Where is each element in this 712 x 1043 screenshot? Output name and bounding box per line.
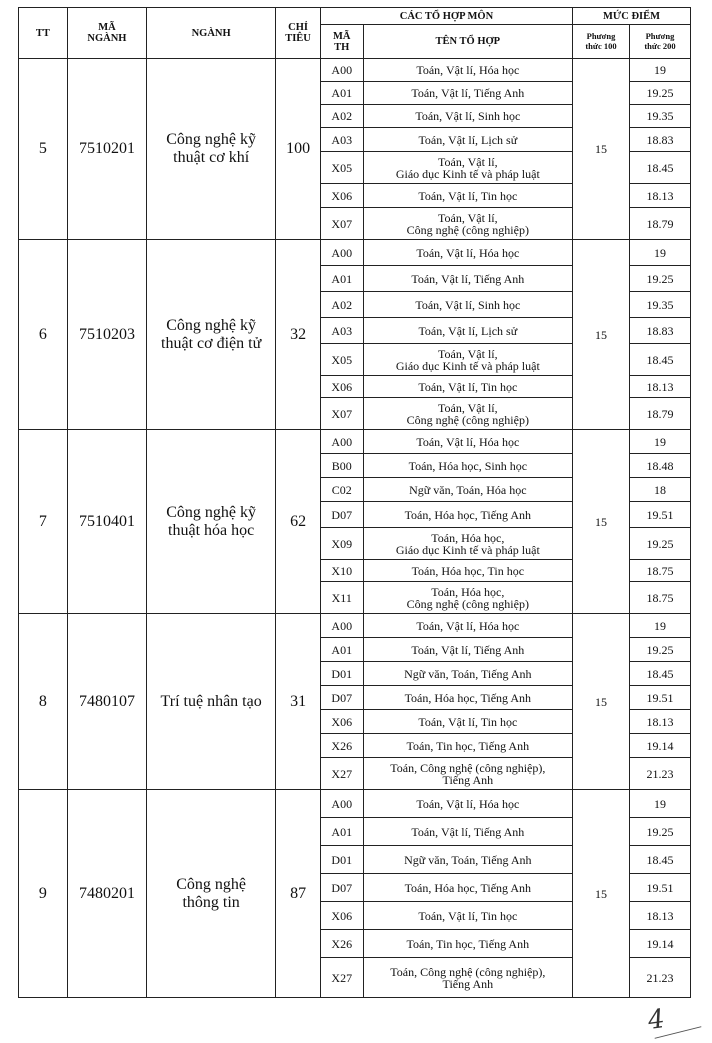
row-ten-to-hop (363, 344, 572, 376)
row-nganh (147, 59, 276, 240)
header-ma-th-line2: TH (334, 41, 350, 53)
row-ten-to-hop (363, 790, 572, 818)
row-pt200-score: 19 (629, 790, 690, 818)
row-ten-to-hop (363, 152, 572, 184)
row-ma-to-hop: C02 (320, 478, 363, 502)
header-pt100-line1: Phương (586, 31, 616, 41)
row-ma-to-hop: X06 (320, 376, 363, 398)
header-ma-th-line1: MÃ (333, 30, 351, 42)
row-ten-to-hop (363, 874, 572, 902)
table-row (19, 430, 691, 454)
ten-to-hop-line2: Giáo dục Kinh tế và pháp luật (395, 542, 540, 557)
row-pt200-score: 18 (629, 478, 690, 502)
row-ma-to-hop: X06 (320, 710, 363, 734)
row-pt200-score: 18.13 (629, 902, 690, 930)
nganh-line2: thuật cơ khí (173, 149, 250, 166)
ten-to-hop-line1: Toán, Vật lí, Hóa học (416, 618, 520, 633)
row-pt200-score: 18.79 (629, 208, 690, 240)
header-pt100-line2: thức 100 (585, 40, 617, 51)
row-pt200-score: 19.25 (629, 528, 690, 560)
row-pt100-score: 15 (573, 790, 630, 998)
row-ten-to-hop (363, 958, 572, 998)
row-ten-to-hop (363, 710, 572, 734)
row-ma-to-hop: X06 (320, 184, 363, 208)
ten-to-hop-line1: Toán, Vật lí, Sinh học (415, 109, 521, 123)
row-ma-to-hop: X07 (320, 208, 363, 240)
nganh-line1: Công nghệ kỹ (166, 503, 257, 521)
admission-scores-table (18, 7, 691, 998)
row-ten-to-hop (363, 686, 572, 710)
row-pt200-score: 19 (629, 430, 690, 454)
row-pt200-score: 19.14 (629, 734, 690, 758)
ten-to-hop-line1: Toán, Vật lí, (438, 210, 498, 225)
row-tt: 5 (19, 59, 68, 240)
ten-to-hop-line1: Toán, Vật lí, (438, 346, 498, 361)
row-ma-to-hop: A00 (320, 59, 363, 82)
row-tt: 9 (19, 790, 68, 998)
row-chi-tieu: 31 (276, 614, 321, 790)
header-ma-nganh-line2: NGÀNH (87, 33, 127, 44)
ten-to-hop-line1: Toán, Vật lí, Lịch sử (418, 323, 518, 338)
row-nganh (147, 240, 276, 430)
header-pt200-line2: thức 200 (644, 40, 676, 51)
ten-to-hop-line1: Ngữ văn, Toán, Tiếng Anh (404, 666, 532, 681)
row-ma-to-hop: X05 (320, 152, 363, 184)
ten-to-hop-line2: Tiếng Anh (442, 976, 494, 991)
row-ma-to-hop: X26 (320, 930, 363, 958)
ten-to-hop-line2: Giáo dục Kinh tế và pháp luật (395, 358, 540, 373)
ten-to-hop-line2: Công nghệ (công nghiệp) (406, 222, 529, 237)
ten-to-hop-line1: Toán, Hóa học, Tiếng Anh (404, 507, 532, 522)
ten-to-hop-line1: Toán, Vật lí, Sinh học (415, 297, 521, 312)
header-to-hop: CÁC TỔ HỢP MÔN (320, 8, 572, 25)
row-pt200-score: 18.13 (629, 376, 690, 398)
row-ten-to-hop (363, 930, 572, 958)
row-ma-to-hop: X27 (320, 958, 363, 998)
ten-to-hop-line1: Toán, Vật lí, Tin học (418, 188, 518, 203)
row-ten-to-hop (363, 398, 572, 430)
row-pt100-score: 15 (573, 614, 630, 790)
row-pt200-score: 21.23 (629, 758, 690, 790)
ten-to-hop-line1: Toán, Công nghệ (công nghiệp), (390, 760, 546, 775)
row-pt200-score: 21.23 (629, 958, 690, 998)
row-ma-to-hop: A00 (320, 240, 363, 266)
row-ten-to-hop (363, 528, 572, 560)
header-ma-th (320, 25, 363, 59)
row-ten-to-hop (363, 128, 572, 152)
row-ten-to-hop (363, 292, 572, 318)
ten-to-hop-line1: Toán, Vật lí, (438, 400, 498, 415)
page-number-handwritten: 4 (645, 1003, 667, 1037)
row-ten-to-hop (363, 454, 572, 478)
nganh-line1: Công nghệ (176, 875, 247, 893)
ten-to-hop-line1: Toán, Vật lí, Hóa học (416, 63, 520, 77)
ten-to-hop-line1: Toán, Hóa học, Tiếng Anh (404, 690, 532, 705)
ten-to-hop-line1: Toán, Hóa học, Tin học (411, 563, 525, 578)
ten-to-hop-line1: Toán, Vật lí, Tiếng Anh (411, 824, 525, 839)
row-pt200-score: 18.83 (629, 318, 690, 344)
ten-to-hop-line1: Toán, Vật lí, Tiếng Anh (411, 86, 525, 100)
ten-to-hop-line2: Công nghệ (công nghiệp) (406, 596, 529, 611)
row-ma-to-hop: A01 (320, 82, 363, 105)
row-ten-to-hop (363, 638, 572, 662)
ten-to-hop-line1: Toán, Vật lí, Tin học (418, 908, 518, 923)
ten-to-hop-line1: Toán, Hóa học, (431, 530, 505, 545)
row-ma-to-hop: X09 (320, 528, 363, 560)
ten-to-hop-line1: Toán, Vật lí, Tin học (418, 379, 518, 394)
ten-to-hop-line1: Ngữ văn, Toán, Tiếng Anh (404, 852, 532, 867)
row-pt200-score: 19.14 (629, 930, 690, 958)
header-pt200 (629, 25, 690, 59)
row-pt200-score: 18.48 (629, 454, 690, 478)
row-ma-to-hop: D07 (320, 874, 363, 902)
row-chi-tieu: 32 (276, 240, 321, 430)
row-pt200-score: 18.45 (629, 344, 690, 376)
row-ma-nganh: 7510203 (67, 240, 146, 430)
row-pt200-score: 19.25 (629, 638, 690, 662)
ten-to-hop-line1: Toán, Vật lí, Hóa học (416, 796, 520, 811)
row-pt200-score: 19.25 (629, 82, 690, 105)
table-row (19, 59, 691, 82)
row-ma-nganh: 7480201 (67, 790, 146, 998)
row-ma-to-hop: A03 (320, 318, 363, 344)
row-tt: 8 (19, 614, 68, 790)
header-tt: TT (19, 8, 68, 59)
header-ma-nganh (67, 8, 146, 59)
header-chi-tieu (276, 8, 321, 59)
ten-to-hop-line1: Toán, Tin học, Tiếng Anh (406, 738, 530, 753)
row-ma-nganh: 7480107 (67, 614, 146, 790)
row-pt200-score: 18.45 (629, 152, 690, 184)
row-nganh (147, 614, 276, 790)
row-tt: 6 (19, 240, 68, 430)
row-ten-to-hop (363, 82, 572, 105)
row-ma-to-hop: D01 (320, 662, 363, 686)
row-ma-to-hop: X05 (320, 344, 363, 376)
row-ten-to-hop (363, 59, 572, 82)
row-ten-to-hop (363, 560, 572, 582)
ten-to-hop-line2: Công nghệ (công nghiệp) (406, 412, 529, 427)
ten-to-hop-line1: Toán, Vật lí, Hóa học (416, 245, 520, 260)
row-ma-to-hop: A01 (320, 638, 363, 662)
row-ma-to-hop: A02 (320, 105, 363, 128)
row-chi-tieu: 62 (276, 430, 321, 614)
row-ten-to-hop (363, 478, 572, 502)
row-ma-to-hop: A01 (320, 818, 363, 846)
row-ten-to-hop (363, 376, 572, 398)
row-nganh (147, 430, 276, 614)
row-ma-nganh: 7510401 (67, 430, 146, 614)
row-ma-to-hop: A01 (320, 266, 363, 292)
row-pt200-score: 18.83 (629, 128, 690, 152)
row-pt200-score: 19.51 (629, 874, 690, 902)
header-nganh: NGÀNH (147, 8, 276, 59)
nganh-line1: Công nghệ kỹ (166, 316, 257, 334)
ten-to-hop-line1: Toán, Hóa học, (431, 584, 505, 599)
row-pt200-score: 18.45 (629, 846, 690, 874)
row-pt100-score: 15 (573, 240, 630, 430)
ten-to-hop-line1: Toán, Vật lí, Tin học (418, 714, 518, 729)
row-pt200-score: 18.45 (629, 662, 690, 686)
row-pt200-score: 19 (629, 59, 690, 82)
ten-to-hop-line2: Tiếng Anh (442, 772, 494, 787)
nganh-line2: thuật hóa học (168, 521, 255, 539)
row-pt200-score: 18.79 (629, 398, 690, 430)
header-pt100 (573, 25, 630, 59)
row-ma-to-hop: A00 (320, 614, 363, 638)
row-pt200-score: 18.75 (629, 582, 690, 614)
row-pt100-score: 15 (573, 59, 630, 240)
table-row (19, 790, 691, 818)
row-ten-to-hop (363, 662, 572, 686)
ten-to-hop-line1: Toán, Công nghệ (công nghiệp), (390, 964, 546, 979)
row-nganh (147, 790, 276, 998)
header-ma-nganh-line1: MÃ (98, 22, 116, 33)
row-pt200-score: 19 (629, 614, 690, 638)
row-pt200-score: 19.51 (629, 686, 690, 710)
row-pt100-score: 15 (573, 430, 630, 614)
ten-to-hop-line1: Toán, Vật lí, Tiếng Anh (411, 642, 525, 657)
row-ten-to-hop (363, 734, 572, 758)
row-ma-to-hop: X26 (320, 734, 363, 758)
table-row (19, 240, 691, 266)
table-body (19, 59, 691, 998)
row-pt200-score: 18.13 (629, 710, 690, 734)
nganh-line2: thuật cơ điện tử (161, 334, 262, 352)
row-ma-to-hop: X06 (320, 902, 363, 930)
row-ma-to-hop: X11 (320, 582, 363, 614)
ten-to-hop-line1: Toán, Hóa học, Tiếng Anh (404, 880, 532, 895)
row-ma-to-hop: A00 (320, 430, 363, 454)
row-pt200-score: 19.35 (629, 292, 690, 318)
table-row (19, 614, 691, 638)
row-ma-to-hop: D07 (320, 502, 363, 528)
row-ma-to-hop: X07 (320, 398, 363, 430)
row-ten-to-hop (363, 846, 572, 874)
row-ten-to-hop (363, 502, 572, 528)
row-ten-to-hop (363, 582, 572, 614)
row-ten-to-hop (363, 266, 572, 292)
row-pt200-score: 18.75 (629, 560, 690, 582)
header-chi-tieu-line1: CHỈ (288, 22, 308, 33)
row-ten-to-hop (363, 818, 572, 846)
row-ma-to-hop: A02 (320, 292, 363, 318)
row-ten-to-hop (363, 105, 572, 128)
row-ma-to-hop: D07 (320, 686, 363, 710)
row-chi-tieu: 87 (276, 790, 321, 998)
row-pt200-score: 18.13 (629, 184, 690, 208)
row-tt: 7 (19, 430, 68, 614)
nganh-line1: Công nghệ kỹ (166, 131, 257, 148)
row-chi-tieu: 100 (276, 59, 321, 240)
row-ma-to-hop: A00 (320, 790, 363, 818)
row-ma-to-hop: D01 (320, 846, 363, 874)
header-pt200-line1: Phương (645, 31, 675, 41)
row-ma-to-hop: X27 (320, 758, 363, 790)
row-ma-to-hop: X10 (320, 560, 363, 582)
row-ten-to-hop (363, 758, 572, 790)
row-pt200-score: 19 (629, 240, 690, 266)
ten-to-hop-line1: Ngữ văn, Toán, Hóa học (409, 482, 527, 497)
row-ten-to-hop (363, 184, 572, 208)
row-ma-nganh: 7510201 (67, 59, 146, 240)
row-ten-to-hop (363, 902, 572, 930)
nganh-line2: thông tin (182, 893, 240, 911)
row-ten-to-hop (363, 208, 572, 240)
ten-to-hop-line1: Toán, Vật lí, (438, 154, 498, 169)
ten-to-hop-line1: Toán, Hóa học, Sinh học (408, 458, 528, 473)
row-pt200-score: 19.35 (629, 105, 690, 128)
row-pt200-score: 19.25 (629, 266, 690, 292)
ten-to-hop-line1: Toán, Vật lí, Lịch sử (418, 132, 518, 147)
ten-to-hop-line1: Toán, Vật lí, Tiếng Anh (411, 271, 525, 286)
ten-to-hop-line2: Giáo dục Kinh tế và pháp luật (395, 166, 540, 181)
ten-to-hop-line1: Toán, Tin học, Tiếng Anh (406, 936, 530, 951)
row-ten-to-hop (363, 430, 572, 454)
row-ma-to-hop: A03 (320, 128, 363, 152)
row-ten-to-hop (363, 318, 572, 344)
header-chi-tieu-line2: TIÊU (285, 33, 311, 44)
nganh-line1: Trí tuệ nhân tạo (160, 692, 262, 710)
row-ten-to-hop (363, 614, 572, 638)
ten-to-hop-line1: Toán, Vật lí, Hóa học (416, 434, 520, 449)
row-ten-to-hop (363, 240, 572, 266)
header-ten-to-hop: TÊN TỔ HỢP (363, 25, 572, 59)
row-ma-to-hop: B00 (320, 454, 363, 478)
header-muc-diem: MỨC ĐIỂM (573, 8, 691, 25)
row-pt200-score: 19.51 (629, 502, 690, 528)
row-pt200-score: 19.25 (629, 818, 690, 846)
